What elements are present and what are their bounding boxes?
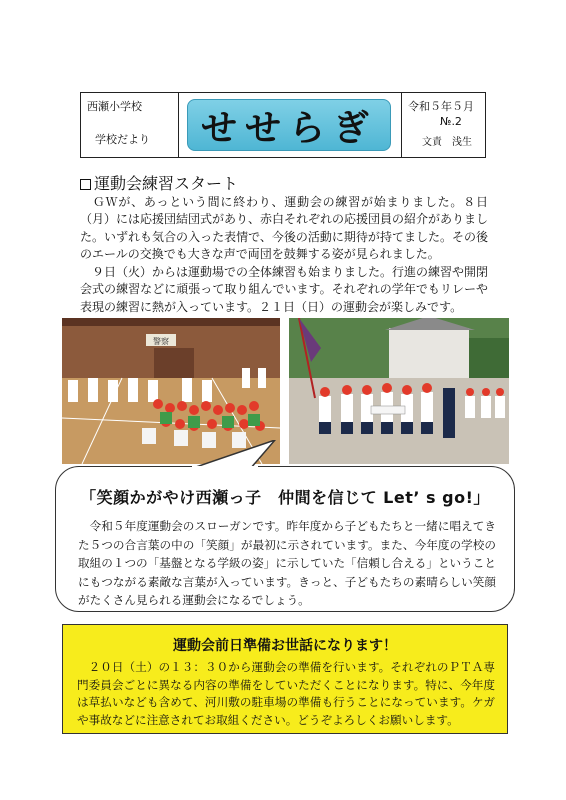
square-bullet-icon [80, 179, 91, 190]
notice-title: 運動会前日準備お世話になります！ [173, 638, 397, 654]
notice-text: ２０日（土）の１３：３０から運動会の準備を行います。それぞれのＰＴＡ専門委員会ごとに異なる内容の準備をしていただくことになります。特に、今年度は草払いなども含めて、河川敷の駐車場の準備も行うことになっています。ケガや事故などに注意されてお取組ください。どうぞよろしくお願いします。 [77, 660, 495, 727]
newsletter-type: 学校だより [95, 133, 150, 146]
field-march-photo [289, 318, 509, 464]
author: 文責 浅生 [422, 137, 472, 148]
issue-number: №.2 [440, 115, 462, 128]
gym-sign-text: 警察 [153, 337, 169, 346]
newsletter-title: せせらぎ [200, 107, 377, 149]
slogan-bubble [55, 466, 515, 612]
header-left-cell [81, 93, 179, 157]
school-name: 西瀬小学校 [87, 100, 142, 113]
bubble-tail-joint [192, 466, 258, 469]
section-heading: 運動会練習スタート [80, 171, 238, 194]
title-banner [187, 99, 391, 151]
paragraph-2: ９日（火）からは運動場での全体練習も始まりました。行進の練習や開閉会式の練習などに頑張って取り組んでいます。それぞれの学年でもリレーや表現の練習に熱が入っています。２１日（日）の運動会が楽しみです。 [80, 265, 489, 314]
paragraph-1: ＧＷが、あっという間に終わり、運動会の練習が始まりました。８日（月）には応援団結団式があり、赤白それぞれの応援団員の紹介がありました。いずれも気合の入った表情で、今後の活動に期待が持てました。その後のエールの交換でも大きな声で両団を鼓舞する姿が見られました。 [80, 195, 489, 262]
notice-box [62, 624, 508, 734]
slogan-description: 令和５年度運動会のスローガンです。昨年度から子どもたちと一緒に唱えてきた５つの合言葉の中の「笑顔」が最初に示されています。また、今年度の学校の取組の１つの「基盤となる学級の姿」に示していた「信頼し合える」ということにもつながる素敵な言葉が入っています。きっと、子どもたちの素晴らしい笑顔がたくさん見られる運動会になるでしょう。 [78, 519, 496, 608]
newsletter-header [80, 92, 486, 158]
header-right-cell [401, 93, 485, 157]
slogan-title: 「笑顔かがやけ西瀬っ子 仲間を信じて Let’ s go!」 [80, 488, 490, 507]
issue-date: 令和５年５月 [408, 100, 474, 113]
